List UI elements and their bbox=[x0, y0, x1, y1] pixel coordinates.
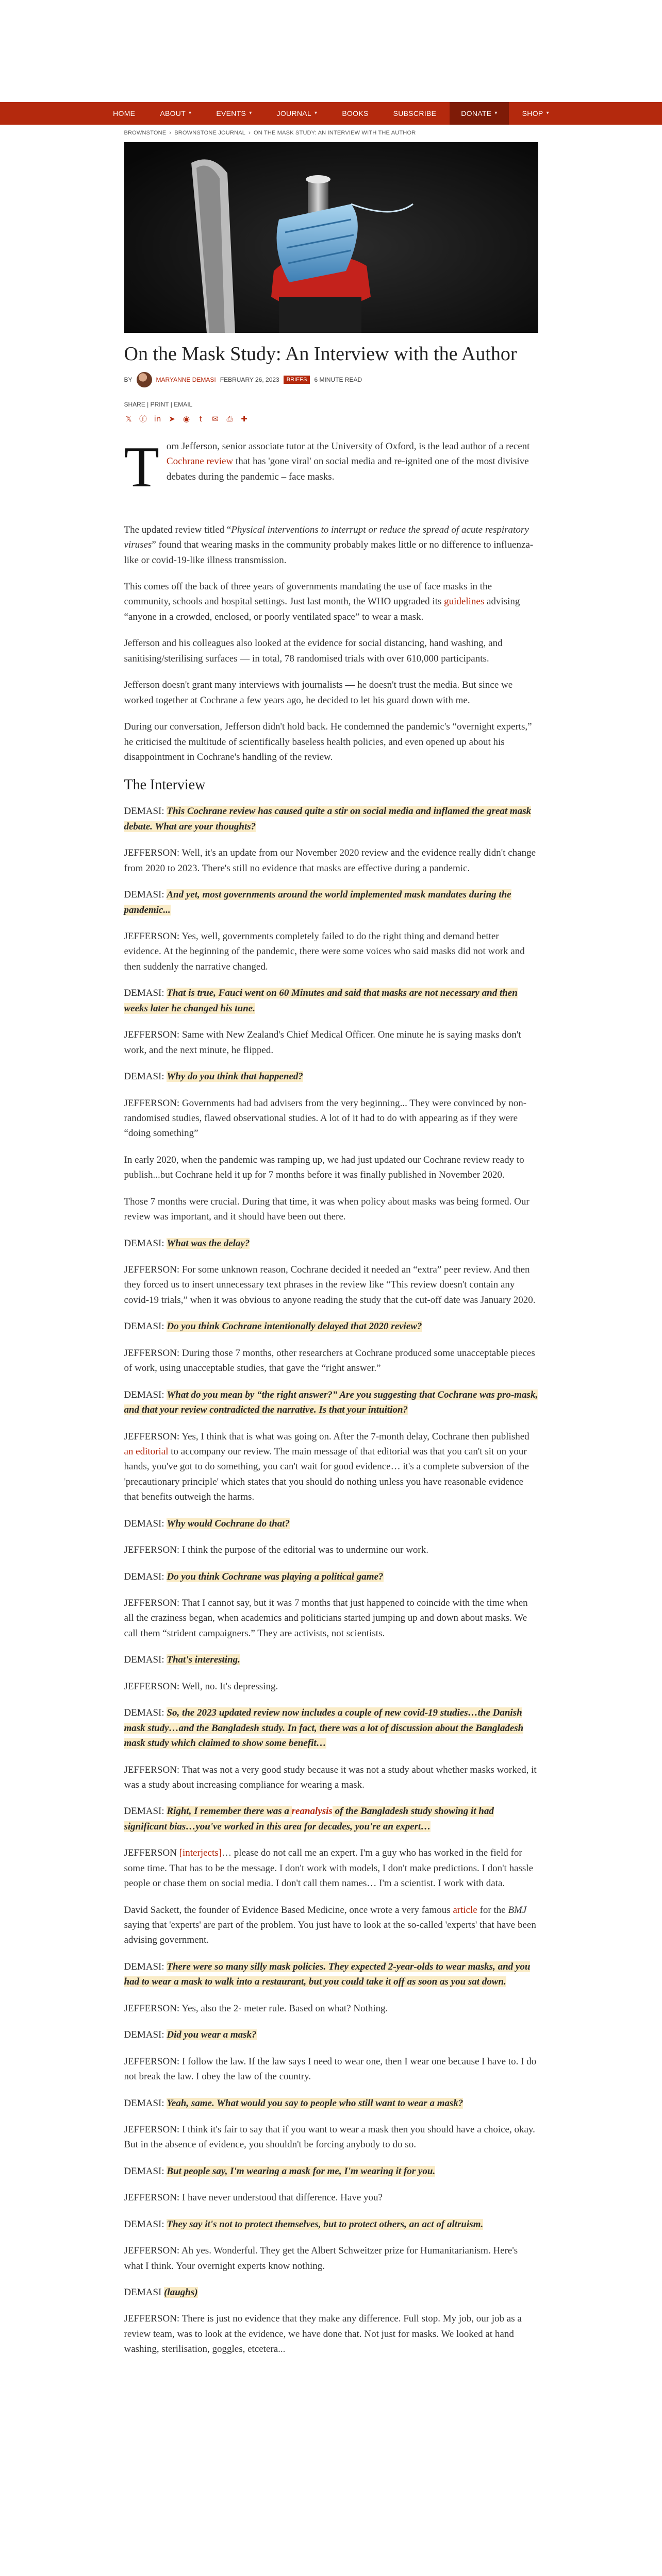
paragraph-text: Yes, well, governments completely failed to do the right thing and demand better evidence. At the beginning of the pandemic, there were some voices who said masks did not work and then suddenly the narrative changed. bbox=[124, 931, 525, 972]
section-heading: The Interview bbox=[124, 777, 206, 793]
article-container bbox=[124, 142, 538, 2357]
paragraph bbox=[124, 522, 538, 568]
email-icon[interactable]: ✉ bbox=[212, 414, 219, 423]
speaker-label: DEMASI: bbox=[124, 1071, 167, 1082]
interview-question bbox=[124, 1569, 538, 1584]
hero-illustration bbox=[124, 142, 538, 333]
hero-image bbox=[124, 142, 538, 333]
guidelines-link[interactable]: guidelines bbox=[444, 596, 485, 607]
paragraph-text: The updated review titled “ bbox=[124, 524, 231, 535]
main-navbar bbox=[0, 102, 662, 125]
paragraph-text: During those 7 months, other researchers at Cochrane produced some unacceptable pieces of work, using unacceptable studies, that gave the “right answer.” bbox=[124, 1347, 535, 1374]
linkedin-icon[interactable]: in bbox=[154, 414, 161, 423]
byline bbox=[124, 372, 538, 387]
speaker-label: DEMASI: bbox=[124, 1707, 167, 1719]
paragraph-text: For some unknown reason, Cochrane decided it needed an “extra” peer review. And then they forced us to insert unnecessary text phrases in the review like “This review doesn't contain any covid-19 trials,” when it was obvious to anyone reading the study that the cut-off date was January 2020. bbox=[124, 1264, 536, 1306]
paragraph-text: That is true, Fauci went on 60 Minutes and said that masks are not necessary and then weeks later he changed his tune. bbox=[124, 988, 518, 1014]
chevron-down-icon: ▾ bbox=[189, 110, 192, 116]
speaker-label: DEMASI: bbox=[124, 806, 167, 817]
paragraph-text: Well, it's an update from our November 2020 review and the evidence really didn't change from 2020 to 2023. There's still no evidence that masks are effective during a pandemic. bbox=[124, 848, 536, 874]
speaker-label: JEFFERSON: bbox=[124, 2124, 182, 2135]
nav-item-shop[interactable] bbox=[511, 102, 560, 125]
paragraph bbox=[124, 1194, 538, 1225]
paragraph-text: There is just no evidence that they make any difference. Full stop. My job, our job as a review team, was to look at the evidence, we have done that. Not just for masks. We looked at hand washing, sterilisation, goggles, etcetera... bbox=[124, 2313, 522, 2355]
nav-item-journal[interactable] bbox=[266, 102, 329, 125]
interview-question bbox=[124, 2217, 538, 2232]
speaker-label: JEFFERSON bbox=[124, 1848, 179, 1859]
interview-answer bbox=[124, 2001, 538, 2016]
breadcrumb-item: ON THE MASK STUDY: AN INTERVIEW WITH THE AUTHOR bbox=[253, 130, 416, 136]
nav-item-label: EVENTS bbox=[216, 109, 246, 117]
publish-date: FEBRUARY 26, 2023 bbox=[220, 376, 279, 383]
interview-answer bbox=[124, 2311, 538, 2357]
interview-answer bbox=[124, 1096, 538, 1141]
article-body bbox=[124, 435, 538, 2357]
x-icon[interactable]: 𝕏 bbox=[125, 414, 132, 423]
speaker-label: DEMASI: bbox=[124, 2097, 167, 2109]
telegram-icon[interactable]: ➤ bbox=[169, 414, 175, 423]
review-title: Physical interventions to interrupt or reduce the spread of acute respiratory viruses bbox=[124, 524, 529, 551]
intro-text-tail: that has 'gone viral' on social media and re-ignited one of the most divisive debates during the pandemic – face masks. bbox=[166, 456, 529, 482]
nav-item-label: SHOP bbox=[522, 109, 543, 117]
nav-item-label: DONATE bbox=[461, 109, 492, 117]
nav-item-label: JOURNAL bbox=[276, 109, 311, 117]
interview-answer bbox=[124, 1762, 538, 1793]
breadcrumb-separator-icon: › bbox=[169, 130, 172, 136]
interview-question bbox=[124, 2096, 538, 2111]
interview-answer bbox=[124, 2054, 538, 2084]
facebook-icon[interactable]: ⓕ bbox=[139, 414, 147, 424]
speaker-label: JEFFERSON: bbox=[124, 2003, 182, 2014]
paragraph-text: Right, I remember there was a bbox=[167, 1806, 292, 1817]
paragraph-text: What was the delay? bbox=[167, 1238, 250, 1249]
paragraph-text: In early 2020, when the pandemic was ramping up, we had just updated our Cochrane review ready to publish...but Cochrane held it up for 7 months before it was finally published in November 2020. bbox=[124, 1154, 524, 1181]
speaker-label: JEFFERSON: bbox=[124, 1431, 182, 1442]
interview-question bbox=[124, 2027, 538, 2042]
print-icon[interactable]: ⎙ bbox=[226, 414, 233, 423]
paragraph-text: That's interesting. bbox=[167, 1654, 240, 1666]
interview-answer bbox=[124, 1679, 538, 1694]
chevron-down-icon: ▾ bbox=[314, 110, 318, 116]
share-label[interactable]: SHARE | PRINT | EMAIL bbox=[124, 400, 193, 408]
speaker-label: JEFFERSON: bbox=[124, 2313, 182, 2325]
paragraph-text: I think it's fair to say that if you want to wear a mask then you should have a choice, okay. But in the absence of evidence, you shouldn't be forcing anybody to do so. bbox=[124, 2124, 535, 2150]
speaker-label: DEMASI: bbox=[124, 1238, 167, 1249]
paragraph-text: This comes off the back of three years of governments mandating the use of face masks in the community, schools and hospital settings. Just last month, the WHO upgraded its bbox=[124, 581, 492, 607]
speaker-label: JEFFERSON: bbox=[124, 1264, 182, 1275]
speaker-label: JEFFERSON: bbox=[124, 2245, 181, 2257]
paragraph-text: That I cannot say, but it was 7 months that just happened to coincide with the time when all the craziness began, when academics and politicians started jumping up and down about masks. We call them “strident campaigners.” They are activists, not scientists. bbox=[124, 1598, 528, 1639]
paragraph bbox=[124, 1903, 538, 1948]
speaker-label: DEMASI: bbox=[124, 1806, 167, 1817]
chevron-down-icon: ▾ bbox=[546, 110, 549, 116]
paragraph-text: Those 7 months were crucial. During that time, it was when policy about masks was being formed. Our review was important, and it should have been out there. bbox=[124, 1196, 529, 1223]
nav-item-events[interactable] bbox=[205, 102, 263, 125]
speaker-label: JEFFERSON: bbox=[124, 1681, 182, 1692]
paragraph-text: David Sackett, the founder of Evidence Based Medicine, once wrote a very famous bbox=[124, 1904, 453, 1916]
interview-answer bbox=[124, 845, 538, 876]
speaker-label: DEMASI: bbox=[124, 1518, 167, 1529]
paragraph-text: Did you wear a mask? bbox=[167, 2029, 257, 2041]
speaker-label: DEMASI bbox=[124, 2287, 164, 2298]
speaker-label: JEFFERSON: bbox=[124, 1598, 182, 1608]
interview-question bbox=[124, 1804, 538, 1834]
speaker-label: DEMASI: bbox=[124, 1571, 167, 1582]
paragraph-text: Why do you think that happened? bbox=[167, 1071, 303, 1082]
interview-answer bbox=[124, 1845, 538, 1891]
paragraph-text: There were so many silly mask policies. They expected 2-year-olds to wear masks, and you had to wear a mask to walk into a restaurant, but you could take it off as soon as you sat down. bbox=[124, 1961, 531, 1988]
paragraph-text: This Cochrane review has caused quite a stir on social media and inflamed the great mask debate. What are your thoughts? bbox=[124, 806, 532, 832]
avatar[interactable] bbox=[137, 372, 152, 387]
paragraph-text: ” found that wearing masks in the community probably makes little or no difference to influenza-like or covid-19-like illness transmission. bbox=[124, 539, 534, 566]
chevron-down-icon: ▾ bbox=[494, 110, 498, 116]
interview-question bbox=[124, 804, 538, 834]
paragraph-text: Yes, I think that is what was going on. After the 7-month delay, Cochrane then published bbox=[181, 1431, 529, 1442]
byline-prefix: BY bbox=[124, 376, 133, 383]
paragraph-text: Why would Cochrane do that? bbox=[167, 1518, 290, 1529]
paragraph-text: advising “anyone in a crowded, enclosed, or poorly ventilated space” to wear a mask. bbox=[124, 596, 520, 622]
paragraph-text: of the Bangladesh study showing it had significant bias…you've worked in this area for decades, you're an expert… bbox=[124, 1806, 494, 1832]
paragraph-text: Do you think Cochrane intentionally delayed that 2020 review? bbox=[167, 1321, 422, 1332]
paragraph-text: I follow the law. If the law says I need to wear one, then I wear one because I have to. I do not break the law. I obey the law of the country. bbox=[124, 2056, 537, 2082]
speaker-label: JEFFERSON: bbox=[124, 1029, 182, 1041]
paragraph-text: That was not a very good study because it was not a study about whether masks worked, it was a study about increasing compliance for wearing a mask. bbox=[124, 1764, 537, 1790]
interview-answer bbox=[124, 1262, 538, 1308]
speaker-label: DEMASI: bbox=[124, 1961, 167, 1972]
intro-paragraph bbox=[124, 435, 538, 511]
paragraph-text: What do you mean by “the right answer?” Are you suggesting that Cochrane was pro-mask, and that your review contradicted the narrative. Is that your intuition? bbox=[124, 1389, 538, 1416]
paragraph-text: for the bbox=[477, 1904, 508, 1916]
paragraph bbox=[124, 1153, 538, 1183]
interview-question bbox=[124, 986, 538, 1016]
breadcrumb-item[interactable]: BROWNSTONE bbox=[124, 130, 167, 136]
paragraph-text: But people say, I'm wearing a mask for me, I'm wearing it for you. bbox=[167, 2165, 436, 2177]
speaker-label: JEFFERSON: bbox=[124, 2056, 182, 2067]
breadcrumb-item[interactable]: BROWNSTONE JOURNAL bbox=[174, 130, 246, 136]
paragraph-text: I think the purpose of the editorial was to undermine our work. bbox=[181, 1545, 429, 1556]
paragraph-text: They say it's not to protect themselves, but to protect others, an act of altruism. bbox=[167, 2218, 484, 2230]
interview-answer bbox=[124, 2190, 538, 2205]
speaker-label: DEMASI: bbox=[124, 2165, 167, 2177]
cochrane-review-link[interactable]: Cochrane review bbox=[166, 456, 234, 467]
paragraph-text: to accompany our review. The main message of that editorial was that you can't sit on your hands, you've got to do something, you can't wait for good evidence… it's a complete subversion of the 'precautionary principle' which states that you should do nothing unless you have reasonable evidence that benefits outweigh the harms. bbox=[124, 1446, 529, 1503]
reddit-icon[interactable]: ◉ bbox=[183, 414, 190, 423]
article-title: On the Mask Study: An Interview with the Author bbox=[124, 343, 517, 365]
speaker-label: DEMASI: bbox=[124, 1654, 167, 1666]
journal-name: BMJ bbox=[508, 1904, 527, 1916]
intro-text: om Jefferson, senior associate tutor at the University of Oxford, is the lead author of a recent bbox=[166, 440, 530, 452]
speaker-label: JEFFERSON: bbox=[124, 1764, 182, 1775]
speaker-label: DEMASI: bbox=[124, 889, 167, 901]
inline-link[interactable]: reanalysis bbox=[291, 1806, 333, 1817]
author-link[interactable]: MARYANNE DEMASI bbox=[156, 376, 216, 383]
speaker-label: DEMASI: bbox=[124, 2029, 167, 2041]
nav-item-subscribe[interactable] bbox=[382, 102, 448, 125]
paragraph: Jefferson and his colleagues also looked at the evidence for social distancing, hand washing, and sanitising/sterilising surfaces — in total, 78 randomised trials with over 610,000 participants. bbox=[124, 638, 503, 664]
interview-question bbox=[124, 1387, 538, 1418]
tumblr-icon[interactable]: t bbox=[199, 414, 203, 423]
dropcap: T bbox=[124, 435, 159, 499]
paragraph-text: (laughs) bbox=[164, 2287, 198, 2298]
share-icons bbox=[124, 414, 538, 423]
paragraph-text: saying that 'experts' are part of the problem. You just have to look at the so-called 'experts' that have been advising government. bbox=[124, 1920, 536, 1946]
interview-answer bbox=[124, 929, 538, 974]
interview-answer bbox=[124, 1429, 538, 1505]
paragraph-text: I have never understood that difference. Have you? bbox=[181, 2192, 383, 2204]
paragraph-text: Same with New Zealand's Chief Medical Officer. One minute he is saying masks don't work, and the next minute, he flipped. bbox=[124, 1029, 521, 1056]
chevron-down-icon: ▾ bbox=[249, 110, 252, 116]
nav-item-books[interactable] bbox=[330, 102, 379, 125]
interview-answer bbox=[124, 2243, 538, 2274]
speaker-label: JEFFERSON: bbox=[124, 931, 182, 942]
paragraph: During our conversation, Jefferson didn't hold back. He condemned the pandemic's “overnight experts,” he criticised the multitude of scientifically baseless health policies, and even opened up about his disappointment in Cochrane's handling of the review. bbox=[124, 721, 532, 762]
paragraph-text: And yet, most governments around the world implemented mask mandates during the pandemic... bbox=[124, 889, 511, 916]
interview-question bbox=[124, 887, 538, 918]
paragraph: Jefferson doesn't grant many interviews with journalists — he doesn't trust the media. But since we worked together at Cochrane a few years ago, he decided to let his guard down with me. bbox=[124, 680, 513, 706]
speaker-label: JEFFERSON: bbox=[124, 1347, 182, 1359]
speaker-label: DEMASI: bbox=[124, 2218, 167, 2230]
speaker-label: DEMASI: bbox=[124, 988, 167, 999]
paragraph-text: So, the 2023 updated review now includes a couple of new covid-19 studies…the Danish mask study…and the Bangladesh study. In fact, there was a lot of discussion about the Bangladesh mask study which claimed to show some benefit… bbox=[124, 1707, 524, 1749]
paragraph-text: Governments had bad advisers from the very beginning... They were convinced by non-randomised studies, flawed observational studies. A lot of it had to do with appearing as if they were “doing something” bbox=[124, 1097, 527, 1139]
speaker-label: DEMASI: bbox=[124, 1389, 167, 1400]
speaker-label: JEFFERSON: bbox=[124, 2192, 182, 2204]
breadcrumb-separator-icon: › bbox=[249, 130, 251, 136]
paragraph-text: … please do not call me an expert. I'm a guy who has worked in the field for some time. That has to be the message. I don't work with models, I don't make predictions. I don't hassle people or chase them on social media. I don't call them names… I'm a scientist. I work with data. bbox=[124, 1848, 534, 1889]
paragraph-text: Well, no. It's depressing. bbox=[181, 1681, 278, 1692]
interjects-link[interactable]: [interjects] bbox=[179, 1848, 222, 1859]
speaker-label: DEMASI: bbox=[124, 1321, 167, 1332]
nav-item-label: BOOKS bbox=[342, 109, 369, 117]
paragraph-text: Yeah, same. What would you say to people who still want to wear a mask? bbox=[167, 2097, 464, 2109]
inline-link[interactable]: an editorial bbox=[124, 1446, 169, 1457]
interview-answer bbox=[124, 1346, 538, 1376]
more-icon[interactable]: ✚ bbox=[241, 414, 247, 423]
nav-item-about[interactable] bbox=[148, 102, 203, 125]
nav-item-home[interactable] bbox=[102, 102, 146, 125]
interview-question bbox=[124, 1516, 538, 1531]
interview-question bbox=[124, 1652, 538, 1667]
nav-item-donate[interactable] bbox=[450, 102, 508, 125]
inline-link[interactable]: article bbox=[453, 1904, 477, 1916]
interview-list bbox=[124, 804, 538, 2357]
interview-answer bbox=[124, 1543, 538, 1557]
paragraph-text: Yes, also the 2- meter rule. Based on what? Nothing. bbox=[181, 2003, 388, 2014]
top-spacer bbox=[0, 0, 662, 102]
nav-item-label: HOME bbox=[113, 109, 136, 117]
interview-question bbox=[124, 1319, 538, 1334]
interview-answer bbox=[124, 1027, 538, 1058]
interview-question bbox=[124, 2164, 538, 2179]
breadcrumb bbox=[124, 130, 538, 136]
nav-item-label: SUBSCRIBE bbox=[393, 109, 437, 117]
speaker-label: JEFFERSON: bbox=[124, 1097, 182, 1109]
category-badge[interactable]: BRIEFS bbox=[284, 376, 310, 384]
interview-question bbox=[124, 1069, 538, 1084]
speaker-label: JEFFERSON: bbox=[124, 1545, 182, 1556]
read-time: 6 MINUTE READ bbox=[314, 376, 362, 383]
paragraph-text: Ah yes. Wonderful. They get the Albert Schweitzer prize for Humanitarianism. Here's what I think. Your overnight experts know nothing. bbox=[124, 2245, 518, 2272]
nav-item-label: ABOUT bbox=[160, 109, 186, 117]
interview-question bbox=[124, 1236, 538, 1251]
speaker-label: JEFFERSON: bbox=[124, 848, 182, 859]
interview-question bbox=[124, 2285, 538, 2300]
interview-answer bbox=[124, 2122, 538, 2153]
interview-question bbox=[124, 1705, 538, 1751]
paragraph-text: Do you think Cochrane was playing a political game? bbox=[167, 1571, 384, 1582]
interview-answer bbox=[124, 1596, 538, 1641]
interview-question bbox=[124, 1959, 538, 1990]
paragraph bbox=[124, 579, 538, 624]
